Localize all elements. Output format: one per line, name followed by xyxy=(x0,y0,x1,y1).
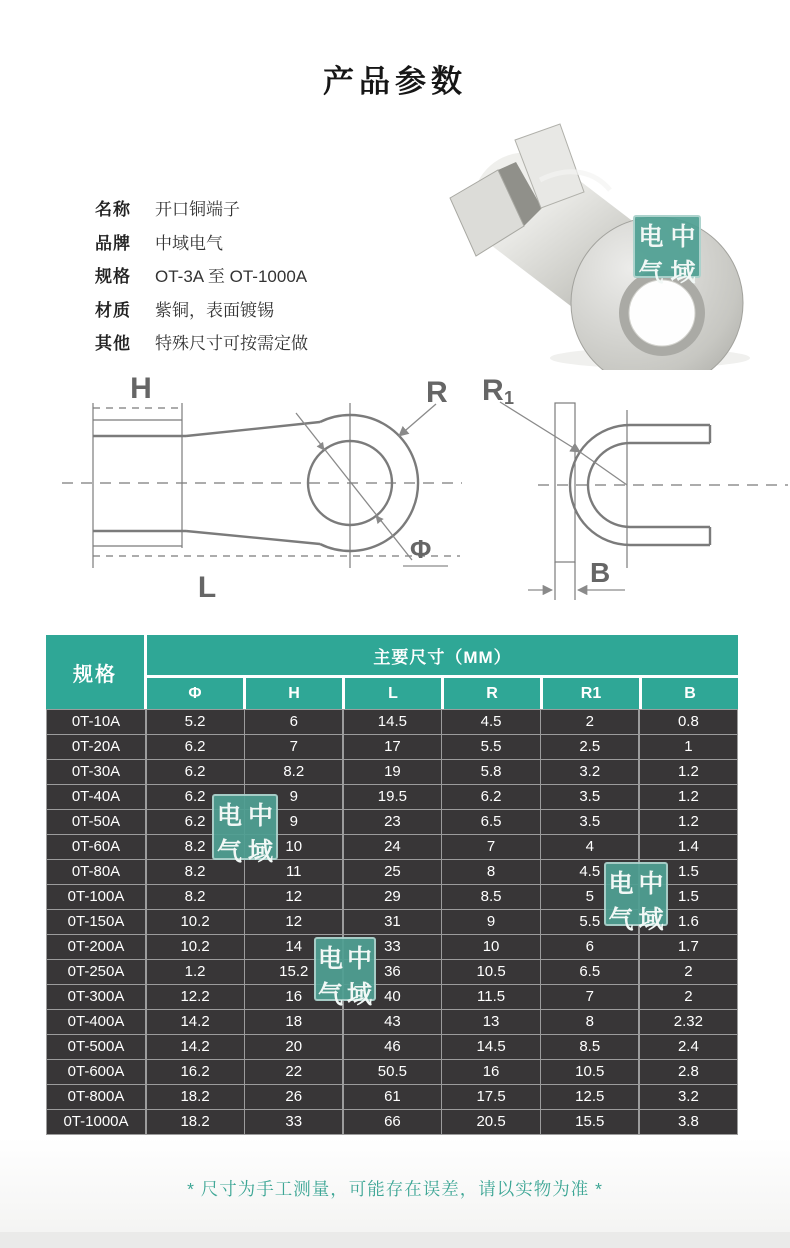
value-cell: 29 xyxy=(344,885,441,909)
brand-watermark xyxy=(604,862,668,934)
value-cell: 5.8 xyxy=(442,760,539,784)
value-cell: 33 xyxy=(245,1110,342,1134)
value-cell: 2.4 xyxy=(640,1035,737,1059)
spec-column-header: 规格 xyxy=(46,635,144,709)
value-cell: 6 xyxy=(541,935,638,959)
value-cell: 2.32 xyxy=(640,1010,737,1034)
value-cell: 43 xyxy=(344,1010,441,1034)
value-cell: 3.2 xyxy=(541,760,638,784)
value-cell: 8.2 xyxy=(147,885,244,909)
value-cell: 5.5 xyxy=(541,910,638,934)
watermark-char: 中 xyxy=(670,223,696,251)
column-header: R1 xyxy=(543,678,639,709)
value-cell: 5 xyxy=(541,885,638,909)
info-label: 材质 xyxy=(95,300,131,320)
value-cell: 10.2 xyxy=(147,910,244,934)
value-cell: 6.2 xyxy=(147,810,244,834)
spec-cell: 0T-150A xyxy=(47,910,145,934)
value-cell: 8 xyxy=(541,1010,638,1034)
value-cell: 19.5 xyxy=(344,785,441,809)
column-header: L xyxy=(345,678,441,709)
value-cell: 1.2 xyxy=(640,810,737,834)
info-value: 紫铜，表面镀锡 xyxy=(155,300,274,320)
value-cell: 9 xyxy=(245,785,342,809)
dim-label-r1-sub: 1 xyxy=(504,388,515,408)
value-cell: 22 xyxy=(245,1060,342,1084)
value-cell: 16.2 xyxy=(147,1060,244,1084)
value-cell: 7 xyxy=(541,985,638,1009)
value-cell: 23 xyxy=(344,810,441,834)
value-cell: 6.2 xyxy=(147,735,244,759)
value-cell: 20 xyxy=(245,1035,342,1059)
table-header xyxy=(46,635,738,709)
phi-leader xyxy=(296,413,412,560)
value-cell: 6.2 xyxy=(147,760,244,784)
value-cell: 1.5 xyxy=(640,860,737,884)
dim-label-h: H xyxy=(130,372,152,405)
value-cell: 20.5 xyxy=(442,1110,539,1134)
watermark-char: 域 xyxy=(670,259,696,287)
spec-cell: 0T-60A xyxy=(47,835,145,859)
value-cell: 1.7 xyxy=(640,935,737,959)
side-view-drawing xyxy=(62,403,462,568)
dimension-diagram xyxy=(0,370,790,615)
value-cell: 66 xyxy=(344,1110,441,1134)
value-cell: 4.5 xyxy=(442,710,539,734)
info-value: OT-3A 至 OT-1000A xyxy=(155,267,308,287)
value-cell: 14.2 xyxy=(147,1010,244,1034)
value-cell: 15.2 xyxy=(245,960,342,984)
info-row xyxy=(95,292,308,326)
table-subheader xyxy=(147,678,738,709)
value-cell: 8.5 xyxy=(442,885,539,909)
spec-cell: 0T-250A xyxy=(47,960,145,984)
spec-cell: 0T-200A xyxy=(47,935,145,959)
value-cell: 9 xyxy=(245,810,342,834)
spec-cell: 0T-600A xyxy=(47,1060,145,1084)
value-cell: 26 xyxy=(245,1085,342,1109)
value-cell: 14 xyxy=(245,935,342,959)
value-cell: 2 xyxy=(640,985,737,1009)
value-cell: 1.2 xyxy=(640,785,737,809)
value-cell: 2 xyxy=(541,710,638,734)
value-cell: 10 xyxy=(442,935,539,959)
dimensions-header: 主要尺寸（MM） xyxy=(147,635,738,675)
value-cell: 19 xyxy=(344,760,441,784)
info-label: 规格 xyxy=(95,267,131,287)
watermark-char: 气 xyxy=(638,259,664,287)
value-cell: 46 xyxy=(344,1035,441,1059)
value-cell: 5.2 xyxy=(147,710,244,734)
dim-label-r: R xyxy=(426,376,448,409)
value-cell: 25 xyxy=(344,860,441,884)
value-cell: 14.5 xyxy=(442,1035,539,1059)
watermark-char: 电 xyxy=(317,945,343,973)
value-cell: 8.5 xyxy=(541,1035,638,1059)
value-cell: 6.5 xyxy=(541,960,638,984)
column-header: R xyxy=(444,678,540,709)
value-cell: 6 xyxy=(245,710,342,734)
watermark-char: 中 xyxy=(346,945,372,973)
value-cell: 4.5 xyxy=(541,860,638,884)
watermark-char: 域 xyxy=(638,906,664,934)
value-cell: 6.2 xyxy=(442,785,539,809)
value-cell: 11 xyxy=(245,860,342,884)
spec-cell: 0T-500A xyxy=(47,1035,145,1059)
value-cell: 1.2 xyxy=(147,960,244,984)
column-header: Φ xyxy=(147,678,243,709)
spec-cell: 0T-50A xyxy=(47,810,145,834)
value-cell: 17.5 xyxy=(442,1085,539,1109)
value-cell: 10.5 xyxy=(541,1060,638,1084)
value-cell: 3.5 xyxy=(541,810,638,834)
value-cell: 1.2 xyxy=(640,760,737,784)
info-label: 名称 xyxy=(95,200,131,220)
info-row xyxy=(95,258,308,292)
watermark-char: 气 xyxy=(216,838,242,866)
value-cell: 15.5 xyxy=(541,1110,638,1134)
value-cell: 8.2 xyxy=(147,835,244,859)
watermark-char: 域 xyxy=(247,838,273,866)
spec-cell: 0T-400A xyxy=(47,1010,145,1034)
info-row xyxy=(95,325,308,359)
value-cell: 10 xyxy=(245,835,342,859)
section-view-drawing xyxy=(500,402,788,600)
spec-cell: 0T-40A xyxy=(47,785,145,809)
value-cell: 33 xyxy=(344,935,441,959)
value-cell: 12.5 xyxy=(541,1085,638,1109)
info-row xyxy=(95,191,308,225)
value-cell: 1 xyxy=(640,735,737,759)
bottom-strip xyxy=(0,1232,790,1248)
spec-cell: 0T-10A xyxy=(47,710,145,734)
value-cell: 12 xyxy=(245,910,342,934)
value-cell: 14.5 xyxy=(344,710,441,734)
spec-cell: 0T-20A xyxy=(47,735,145,759)
r1-leader xyxy=(500,402,580,452)
spec-cell: 0T-800A xyxy=(47,1085,145,1109)
dim-label-phi: Φ xyxy=(410,534,432,564)
value-cell: 13 xyxy=(442,1010,539,1034)
value-cell: 8.2 xyxy=(147,860,244,884)
value-cell: 2.8 xyxy=(640,1060,737,1084)
value-cell: 2 xyxy=(640,960,737,984)
value-cell: 17 xyxy=(344,735,441,759)
value-cell: 18.2 xyxy=(147,1085,244,1109)
value-cell: 6.2 xyxy=(147,785,244,809)
info-label: 其他 xyxy=(95,334,131,354)
value-cell: 7 xyxy=(245,735,342,759)
tongue-section xyxy=(555,403,575,562)
value-cell: 18.2 xyxy=(147,1110,244,1134)
brand-watermark xyxy=(633,215,701,287)
watermark-char: 中 xyxy=(247,802,273,830)
watermark-char: 域 xyxy=(346,981,372,1009)
dim-label-r1: R xyxy=(482,374,504,407)
brand-watermark xyxy=(314,937,376,1009)
value-cell: 7 xyxy=(442,835,539,859)
spec-cell: 0T-30A xyxy=(47,760,145,784)
value-cell: 3.2 xyxy=(640,1085,737,1109)
spec-cell: 0T-300A xyxy=(47,985,145,1009)
value-cell: 1.5 xyxy=(640,885,737,909)
spec-cell: 0T-80A xyxy=(47,860,145,884)
brand-watermark xyxy=(212,794,278,866)
value-cell: 3.8 xyxy=(640,1110,737,1134)
value-cell: 9 xyxy=(442,910,539,934)
page-title: 产品参数 xyxy=(323,64,467,99)
product-photo xyxy=(420,110,780,370)
value-cell: 36 xyxy=(344,960,441,984)
footer-note: * 尺寸为手工测量，可能存在误差，请以实物为准 * xyxy=(187,1179,603,1199)
value-cell: 1.4 xyxy=(640,835,737,859)
value-cell: 8 xyxy=(442,860,539,884)
column-header: H xyxy=(246,678,342,709)
dim-label-b: B xyxy=(590,557,611,588)
value-cell: 5.5 xyxy=(442,735,539,759)
value-cell: 0.8 xyxy=(640,710,737,734)
dim-label-l: L xyxy=(197,571,217,604)
info-row xyxy=(95,225,308,259)
value-cell: 10.2 xyxy=(147,935,244,959)
value-cell: 40 xyxy=(344,985,441,1009)
value-cell: 2.5 xyxy=(541,735,638,759)
info-value: 开口铜端子 xyxy=(155,200,240,220)
value-cell: 1.6 xyxy=(640,910,737,934)
spec-cell: 0T-100A xyxy=(47,885,145,909)
footer-band xyxy=(0,1138,790,1232)
value-cell: 14.2 xyxy=(147,1035,244,1059)
info-value: 中域电气 xyxy=(155,233,223,253)
value-cell: 18 xyxy=(245,1010,342,1034)
value-cell: 4 xyxy=(541,835,638,859)
watermark-char: 气 xyxy=(608,906,634,934)
value-cell: 8.2 xyxy=(245,760,342,784)
value-cell: 10.5 xyxy=(442,960,539,984)
column-header: B xyxy=(642,678,738,709)
watermark-char: 电 xyxy=(216,802,242,830)
value-cell: 11.5 xyxy=(442,985,539,1009)
value-cell: 12.2 xyxy=(147,985,244,1009)
watermark-char: 电 xyxy=(638,223,664,251)
value-cell: 12 xyxy=(245,885,342,909)
value-cell: 61 xyxy=(344,1085,441,1109)
product-info-list xyxy=(95,191,308,359)
info-label: 品牌 xyxy=(95,233,131,253)
watermark-char: 电 xyxy=(608,870,634,898)
info-value: 特殊尺寸可按需定做 xyxy=(155,334,308,354)
value-cell: 3.5 xyxy=(541,785,638,809)
value-cell: 16 xyxy=(245,985,342,1009)
ring-hole xyxy=(629,280,695,346)
value-cell: 50.5 xyxy=(344,1060,441,1084)
terminal-image xyxy=(450,124,750,370)
value-cell: 24 xyxy=(344,835,441,859)
watermark-char: 中 xyxy=(638,870,664,898)
value-cell: 6.5 xyxy=(442,810,539,834)
value-cell: 31 xyxy=(344,910,441,934)
watermark-char: 气 xyxy=(317,981,343,1009)
spec-cell: 0T-1000A xyxy=(47,1110,145,1134)
value-cell: 16 xyxy=(442,1060,539,1084)
